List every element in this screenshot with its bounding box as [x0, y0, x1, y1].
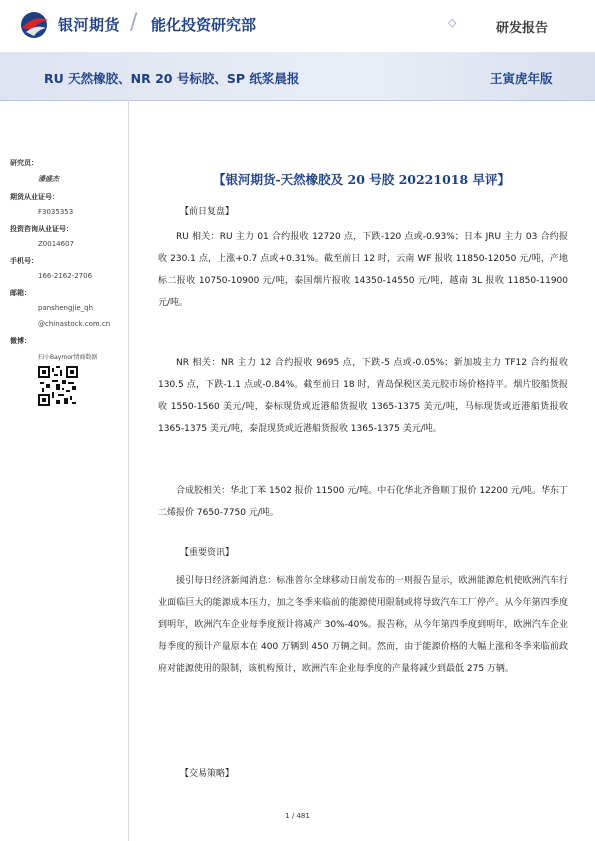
researcher-label: 研究员：: [10, 159, 38, 167]
invest-cert-label: 投资咨询从业证号：: [10, 225, 73, 233]
header-divider: /: [130, 10, 138, 35]
wechat-label: 微博：: [10, 337, 31, 345]
researcher-name: 潘盛杰: [38, 175, 59, 183]
document-title: 【银河期货-天然橡胶及 20 号胶 20221018 早评】: [212, 172, 511, 187]
section-strategy: 【交易策略】: [180, 769, 235, 779]
email-line-2: @chinastock.com.cn: [38, 320, 111, 328]
email-label: 邮箱：: [10, 289, 31, 297]
department-name: 能化投资研究部: [151, 16, 257, 34]
author-sidebar: [0, 100, 129, 841]
brand-name: 银河期货: [58, 16, 121, 34]
paragraph-synthetic: 合成胶相关：华北丁苯 1502 报价 11500 元/吨。中石化华北齐鲁顺丁报价 12200 元/吨。华东丁二烯报价 7650-7750 元/吨。: [158, 486, 568, 518]
phone-number: 166-2162-2706: [38, 272, 93, 280]
report-type: 研发报告: [496, 21, 549, 36]
qr-code-icon: [38, 366, 78, 406]
page-number: 1 / 481: [285, 812, 310, 820]
paragraph-ru: RU 相关：RU 主力 01 合约报收 12720 点，下跌-120 点或-0.93%；日本 JRU 主力 03 合约报收 230.1 点，上涨+0.7 点或+0.31%。截至前日 12 时，云南 WF 报收 11850-12050 元/吨，产地标二报收 10750-10900 元/吨，泰国烟片报收 14350-14550 元/吨，越南 3L 报收 11850-11900 元/吨。: [158, 232, 568, 308]
report-edition: 王寅虎年版: [490, 71, 553, 86]
futures-cert: F3035353: [38, 208, 74, 216]
paragraph-nr: NR 相关：NR 主力 12 合约报收 9695 点，下跌-5 点或-0.05%；新加坡主力 TF12 合约报收 130.5 点，下跌-1.1 点或-0.84%。截至前日 18 时，青岛保税区美元胶市场价格持平。烟片胶船货报收 1550-1560 美元/吨，泰标现货或近港船货报收 1365-1375 美元/吨，马标现货或近港船货报收 1365-1375 美元/吨，泰混现货或近港船货报收 1365-1375 美元/吨。: [158, 358, 568, 434]
invest-cert: Z0014607: [38, 240, 74, 248]
paragraph-news: 援引每日经济新闻消息：标准普尔全球移动日前发布的一则报告显示，欧洲能源危机使欧洲汽车行业面临巨大的能源成本压力，加之冬季来临前的能源使用限制或将导致汽车工厂停产。从今年第四季度到明年，欧洲汽车企业每季度预计将减产 30%-40%。报告称，从今年第四季度到明年，欧洲汽车企业每季度的预计产量原本在 400 万辆到 450 万辆之间。然而，由于能源价格的大幅上涨和冬季来临前政府对能源使用的限制，该机构预计，欧洲汽车企业每季度的产量将减少到最低 275 万辆。: [158, 576, 568, 674]
section-review: 【前日复盘】: [180, 207, 235, 217]
email-line-1: panshengjie_qh: [38, 304, 94, 312]
page-header: [0, 0, 595, 52]
futures-cert-label: 期货从业证号：: [10, 193, 59, 201]
section-news: 【重要资讯】: [180, 548, 235, 558]
galaxy-logo-icon: [18, 10, 52, 40]
report-band: [0, 52, 595, 101]
report-title: RU 天然橡胶、NR 20 号标胶、SP 纸浆晨报: [44, 71, 300, 86]
wechat-value: 扫小Baymor情商数据: [38, 354, 98, 361]
phone-label: 手机号：: [10, 257, 38, 265]
diamond-icon: ◇: [448, 16, 457, 29]
